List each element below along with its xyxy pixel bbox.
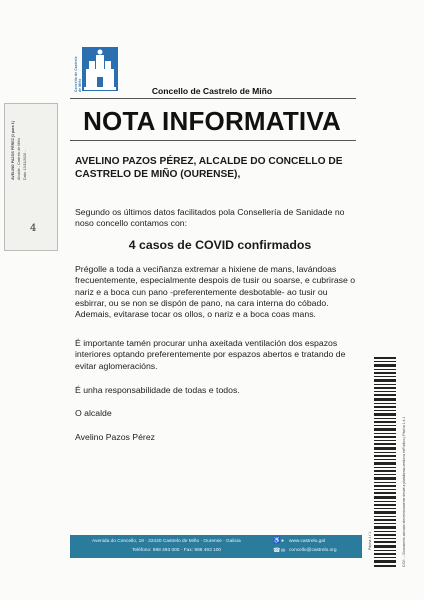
page-mark: Páxina 1 / 1	[368, 532, 372, 550]
stamp-line-1: AVELINO PAZOS PÉREZ (1 para 1)	[11, 121, 15, 180]
header-rule-top	[70, 98, 356, 99]
header-rule-bottom	[70, 140, 356, 141]
page-title: NOTA INFORMATIVA	[83, 106, 341, 136]
addressee-heading: AVELINO PAZOS PÉREZ, ALCALDE DO CONCELLO DE CASTRELO DE MIÑO (OURENSE),	[75, 156, 343, 180]
logo-vertical-text: Concello de Castrelo de Miño	[74, 56, 82, 92]
wheelchair-icon: ♿	[273, 538, 281, 544]
closing-label: O alcalde	[75, 408, 112, 418]
council-name: Concello de Castrelo de Miño	[151, 86, 273, 96]
stamp-line-3: Data: 13/11/2020 ...	[23, 148, 27, 180]
footer-bar	[70, 535, 362, 558]
ventilation-paragraph: É importante tamén procurar unha axeitada ventilación dos espazos interiores optando preferentemente por espazos abertos e tratando de evitar aglomeracións.	[75, 338, 346, 371]
responsibility-paragraph: É unha responsabilidade de todas e todos.	[75, 385, 240, 395]
intro-paragraph: Segundo os últimos datos facilitados pola Consellería de Sanidade no noso concello contamos con:	[75, 207, 345, 229]
verification-barcode-icon	[374, 357, 396, 567]
footer-phones: Teléfono: 988 493 000 · Fax: 988 493 100	[132, 548, 222, 553]
hygiene-paragraph: Prégolle a toda a veciñanza extremar a hixiene de mans, lavándoas frecuentemente, especialmente despois de tusir ou soarse, e cubrirase o nariz e a boca cun pano -preferentemente desbotable- ao tusir ou esbirrar, ou se non se dispón de pano, na cara interna do cóbado. Ademais, evitarase tocar os ollos, o nariz e a boca coas mans.	[75, 264, 356, 320]
footer-address: Avenida do Concello, 18 · 32430 Castrelo de Miño · Ourense · Galicia	[92, 539, 241, 544]
council-logo-icon	[82, 47, 118, 91]
signature-name: Avelino Pazos Pérez	[75, 432, 156, 442]
email-icon: ✉	[281, 548, 286, 554]
phone-icon: ☎	[273, 548, 281, 554]
stamp-number: 4	[30, 223, 37, 234]
footer-web: www.castrelo.gal	[289, 539, 325, 544]
web-icon: ●	[281, 538, 285, 544]
stamp-line-2: Alcalde - Castrelo de Miño	[17, 137, 21, 180]
footer-email: concello@castrelo.org	[289, 548, 337, 553]
verification-side-text: CSV: ... Documento asinado electrónicamente desde a plataforma xestiona esPublico | Páxina 1 á 1	[402, 416, 406, 567]
covid-cases-heading: 4 casos de COVID confirmados	[128, 238, 312, 252]
